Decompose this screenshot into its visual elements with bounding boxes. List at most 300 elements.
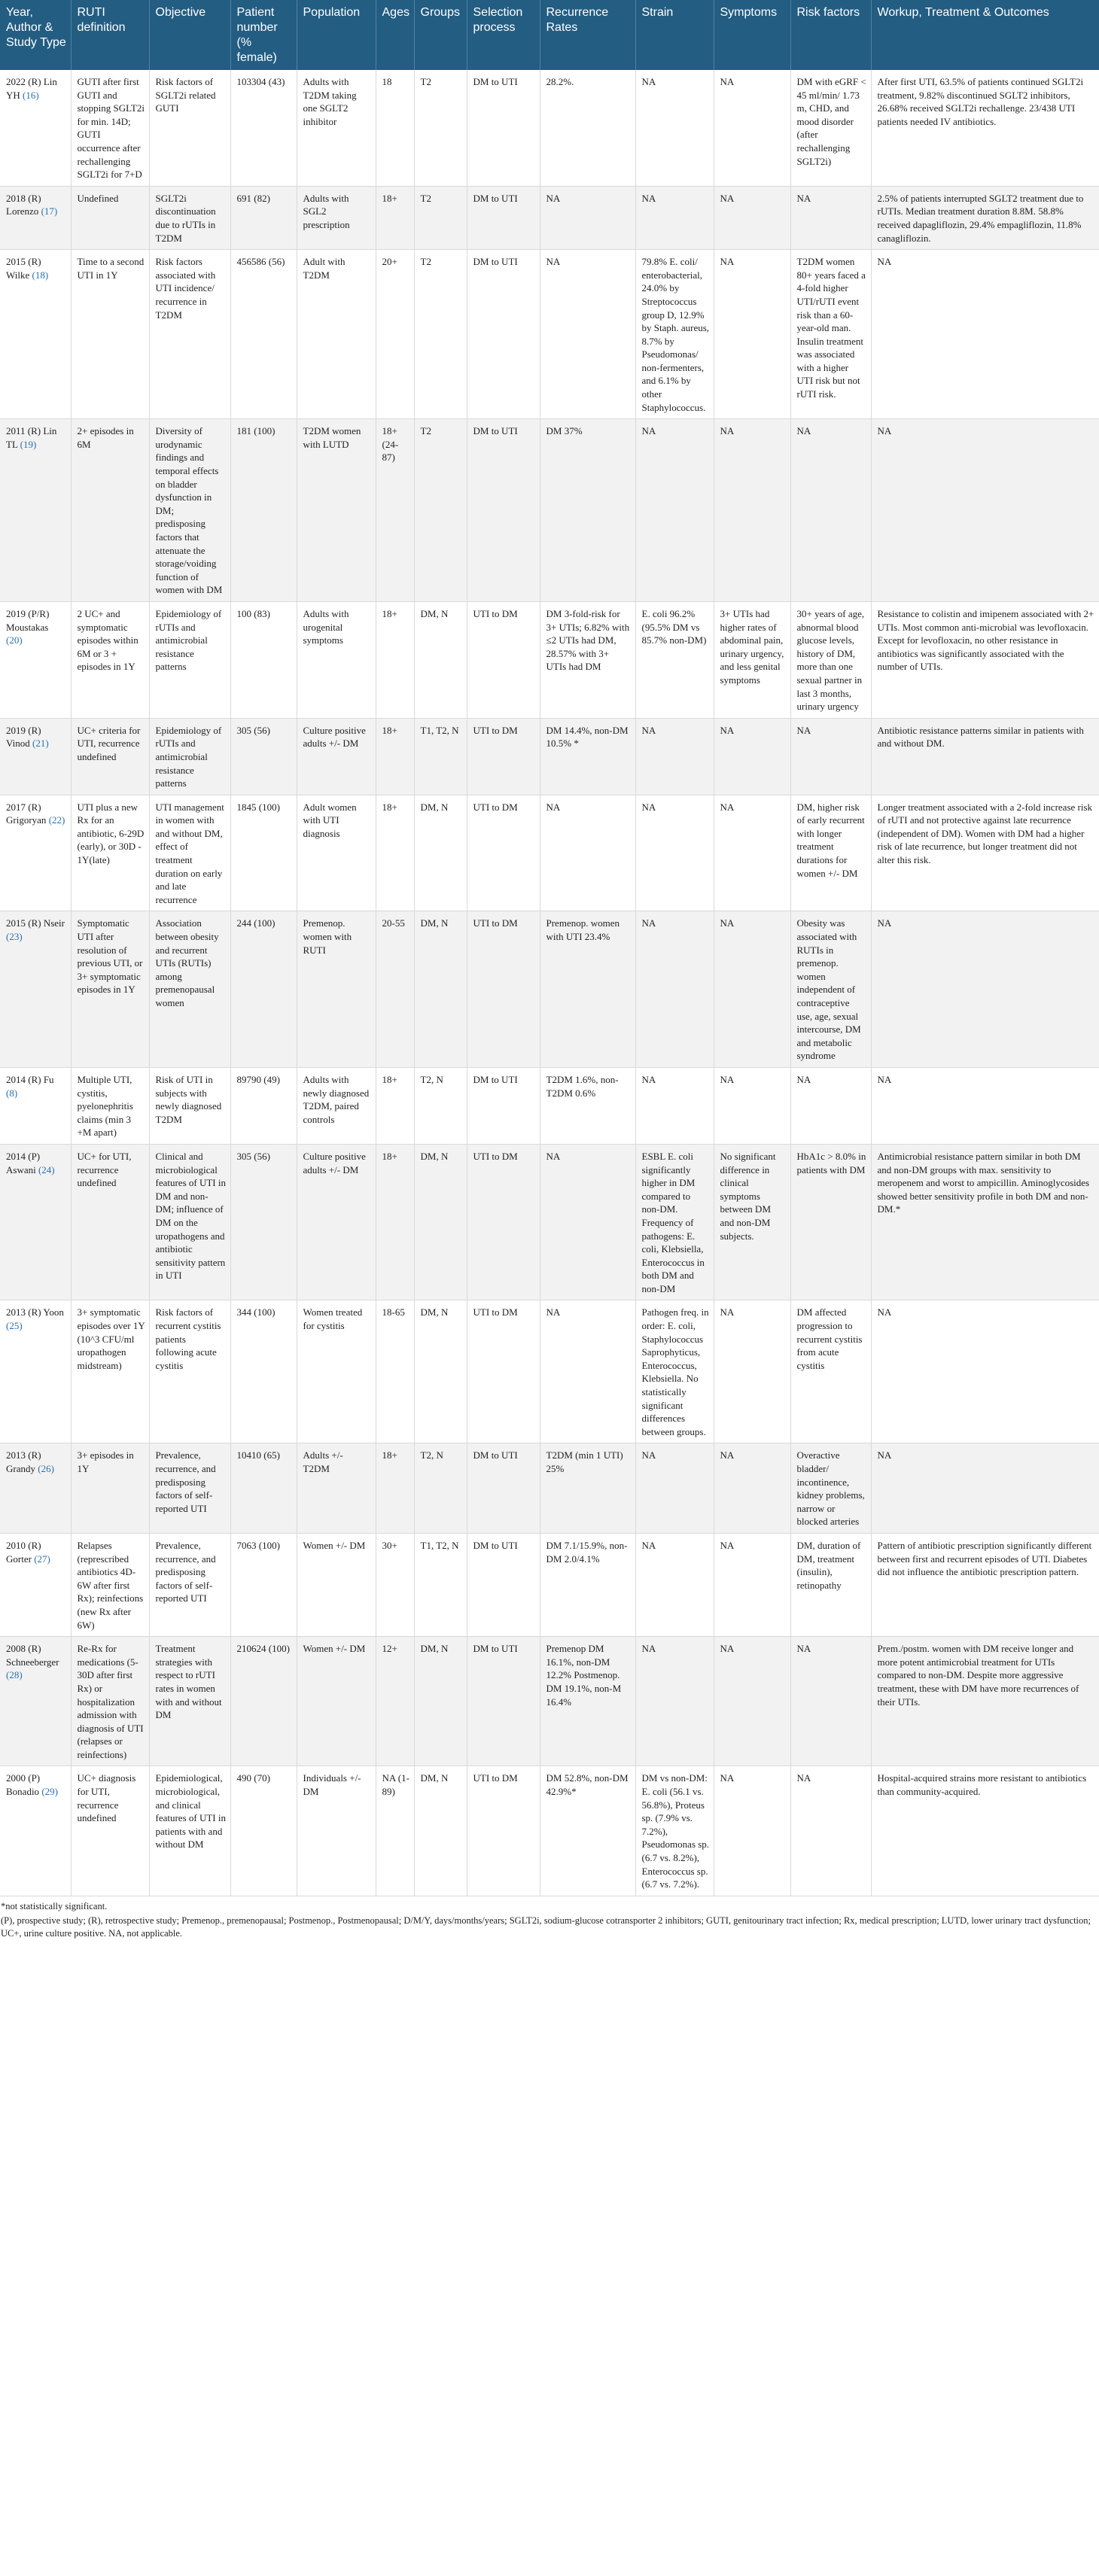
objective-cell [149, 601, 230, 718]
study-cell [0, 1533, 71, 1636]
strain-text: NA [641, 1449, 656, 1461]
ages-cell [376, 1533, 414, 1636]
symptoms-cell [714, 1300, 790, 1443]
ruti-definition-cell [71, 1443, 149, 1534]
recurrence-rates-text: Premenop. women with UTI 23.4% [546, 917, 620, 943]
objective-text: Treatment strategies with respect to rUTI rates in women with and without DM [155, 1643, 222, 1721]
ruti-definition-cell [71, 601, 149, 718]
ages-text: 18+ [382, 1073, 397, 1085]
outcomes-text: NA [877, 425, 892, 437]
ruti-definition-text: Symptomatic UTI after resolution of previous UTI, or 3+ symptomatic episodes in 1Y [77, 917, 143, 996]
recurrence-rates-cell [540, 1443, 635, 1534]
outcomes-cell [871, 1067, 1099, 1144]
groups-cell [414, 186, 467, 249]
strain-cell [635, 1533, 714, 1636]
reference-link[interactable]: (17) [41, 205, 58, 217]
risk-factors-cell [790, 1067, 871, 1144]
outcomes-text: Resistance to colistin and imipenem associated with 2+ UTIs. Most common anti-microbial was levofloxacin. Except for levofloxacin, no other resistance in antibiotics was significantly associated with the number of UTIs. [877, 607, 1094, 673]
ages-text: 18+ [382, 1449, 397, 1461]
patient-number-text: 456586 (56) [236, 256, 285, 268]
symptoms-text: NA [720, 1539, 735, 1551]
reference-link[interactable]: (23) [6, 931, 23, 943]
outcomes-cell [871, 1637, 1099, 1766]
recurrence-rates-cell [540, 1533, 635, 1636]
recurrence-rates-cell [540, 601, 635, 718]
recurrence-rates-text: DM 37% [546, 425, 583, 437]
patient-number-cell [230, 601, 297, 718]
ruti-definition-text: 2 UC+ and symptomatic episodes within 6M or 3 + episodes in 1Y [77, 607, 139, 673]
groups-text: T2, N [420, 1073, 443, 1085]
ruti-definition-cell [71, 1067, 149, 1144]
outcomes-text: Antibiotic resistance patterns similar in patients with and without DM. [877, 724, 1084, 750]
strain-cell [635, 601, 714, 718]
outcomes-text: NA [877, 1306, 892, 1318]
study-text: 2010 (R) Gorter [6, 1539, 41, 1565]
symptoms-text: NA [720, 425, 735, 437]
groups-cell [414, 1067, 467, 1144]
outcomes-cell [871, 1766, 1099, 1896]
risk-factors-text: NA [796, 192, 811, 204]
population-text: Adult with T2DM [303, 256, 346, 281]
selection-process-text: UTI to DM [473, 917, 518, 929]
reference-link[interactable]: (19) [20, 438, 37, 450]
table-row [0, 1144, 1099, 1300]
ages-text: 18+ [382, 192, 397, 204]
strain-text: Pathogen freq. in order: E. coli, Staphylococcus Saprophyticus, Enterococcus, Klebsiella. No statistically significant differences between groups. [641, 1306, 709, 1437]
population-text: T2DM women with LUTD [303, 425, 361, 450]
population-cell [297, 1637, 376, 1766]
ages-cell [376, 186, 414, 249]
reference-link[interactable]: (21) [32, 738, 49, 750]
risk-factors-text: NA [796, 425, 811, 437]
groups-text: DM, N [420, 1306, 449, 1318]
ruti-definition-cell [71, 1300, 149, 1443]
table-row [0, 1637, 1099, 1766]
outcomes-cell [871, 1533, 1099, 1636]
objective-text: Epidemiology of rUTIs and antimicrobial resistance patterns [155, 724, 222, 789]
study-text: 2019 (P/R) Moustakas [6, 607, 50, 633]
patient-number-cell [230, 250, 297, 419]
ruti-definition-text: Time to a second UTI in 1Y [77, 256, 145, 281]
study-text: 2022 (R) Lin YH [6, 76, 57, 101]
patient-number-cell [230, 1533, 297, 1636]
reference-link[interactable]: (22) [48, 814, 65, 826]
recurrence-rates-text: NA [546, 256, 561, 268]
outcomes-text: Hospital-acquired strains more resistant to antibiotics than community-acquired. [877, 1772, 1087, 1798]
groups-cell [414, 911, 467, 1068]
recurrence-rates-text: NA [546, 192, 561, 204]
ruti-definition-text: GUTI after first GUTI and stopping SGLT2i for min. 14D; GUTI occurrence after rechallenging SGLT2i for 7+D [77, 76, 145, 181]
selection-process-cell [467, 1067, 540, 1144]
table-row [0, 601, 1099, 718]
column-header: Groups [414, 0, 467, 70]
recurrence-rates-cell [540, 1766, 635, 1896]
groups-text: DM, N [420, 1643, 449, 1655]
objective-text: Risk factors of SGLT2i related GUTI [155, 76, 216, 114]
recurrence-rates-text: T2DM (min 1 UTI) 25% [546, 1449, 623, 1474]
strain-cell [635, 419, 714, 602]
population-text: Individuals +/-DM [303, 1772, 361, 1798]
risk-factors-cell [790, 601, 871, 718]
ages-cell [376, 1144, 414, 1300]
objective-cell [149, 70, 230, 186]
recurrence-rates-cell [540, 911, 635, 1068]
groups-text: T2 [420, 425, 431, 437]
patient-number-text: 100 (83) [236, 607, 270, 619]
risk-factors-cell [790, 419, 871, 602]
objective-cell [149, 250, 230, 419]
patient-number-text: 691 (82) [236, 192, 270, 204]
patient-number-text: 10410 (65) [236, 1449, 280, 1461]
ages-text: 18-65 [382, 1306, 405, 1318]
patient-number-text: 344 (100) [236, 1306, 276, 1318]
symptoms-cell [714, 911, 790, 1068]
patient-number-text: 181 (100) [236, 425, 276, 437]
study-text: 2019 (R) Vinod [6, 724, 41, 750]
groups-cell [414, 718, 467, 795]
recurrence-rates-text: T2DM 1.6%, non-T2DM 0.6% [546, 1073, 619, 1099]
table-row [0, 1067, 1099, 1144]
selection-process-cell [467, 1443, 540, 1534]
risk-factors-cell [790, 911, 871, 1068]
table-body [0, 70, 1099, 1896]
population-cell [297, 1300, 376, 1443]
objective-text: Prevalence, recurrence, and predisposing factors of self-reported UTI [155, 1449, 216, 1514]
symptoms-text: No significant difference in clinical symptoms between DM and non-DM subjects. [720, 1150, 776, 1242]
table-row [0, 419, 1099, 602]
risk-factors-cell [790, 718, 871, 795]
objective-cell [149, 795, 230, 911]
groups-text: DM, N [420, 1772, 449, 1784]
symptoms-text: NA [720, 76, 735, 87]
ruti-definition-text: UC+ diagnosis for UTI, recurrence undefined [77, 1772, 136, 1824]
groups-text: T2 [420, 76, 431, 87]
symptoms-text: NA [720, 1643, 735, 1655]
symptoms-text: NA [720, 192, 735, 204]
table-row [0, 70, 1099, 186]
column-header: Recurrence Rates [540, 0, 635, 70]
ruti-definition-cell [71, 1766, 149, 1896]
groups-text: DM, N [420, 607, 449, 619]
objective-cell [149, 1533, 230, 1636]
outcomes-cell [871, 1443, 1099, 1534]
risk-factors-text: Obesity was associated with RUTIs in premenop. women independent of contraceptive use, age, sexual intercourse, DM and metabolic syndrome [796, 917, 861, 1062]
selection-process-cell [467, 250, 540, 419]
study-cell [0, 911, 71, 1068]
ages-text: 18+ [382, 724, 397, 736]
strain-cell [635, 1443, 714, 1534]
groups-cell [414, 70, 467, 186]
symptoms-text: 3+ UTIs had higher rates of abdominal pain, urinary urgency, and less genital symptoms [720, 607, 784, 686]
risk-factors-cell [790, 1144, 871, 1300]
selection-process-cell [467, 1637, 540, 1766]
ruti-definition-cell [71, 70, 149, 186]
reference-link[interactable]: (28) [6, 1669, 23, 1681]
selection-process-text: UTI to DM [473, 1306, 518, 1318]
groups-cell [414, 795, 467, 911]
ages-text: 18+ [382, 801, 397, 813]
selection-process-text: DM to UTI [473, 1449, 518, 1461]
outcomes-cell [871, 718, 1099, 795]
ages-cell [376, 1637, 414, 1766]
objective-cell [149, 1637, 230, 1766]
table-header-row [0, 0, 1099, 70]
risk-factors-cell [790, 1443, 871, 1534]
symptoms-text: NA [720, 917, 735, 929]
risk-factors-cell [790, 795, 871, 911]
table-row [0, 1533, 1099, 1636]
recurrence-rates-text: DM 52.8%, non-DM 42.9%* [546, 1772, 629, 1798]
ruti-definition-cell [71, 718, 149, 795]
population-cell [297, 718, 376, 795]
study-cell [0, 795, 71, 911]
ruti-definition-text: Re-Rx for medications (5-30D after first Rx) or hospitalization admission with diagnosis of UTI (relapses or reinfections) [77, 1643, 144, 1760]
symptoms-text: NA [720, 724, 735, 736]
risk-factors-cell [790, 70, 871, 186]
groups-text: DM, N [420, 917, 449, 929]
population-cell [297, 250, 376, 419]
column-header: Population [297, 0, 376, 70]
strain-cell [635, 1144, 714, 1300]
ages-text: NA (1-89) [382, 1772, 409, 1798]
ages-text: 12+ [382, 1643, 397, 1655]
patient-number-cell [230, 1067, 297, 1144]
table-row [0, 795, 1099, 911]
patient-number-text: 305 (56) [236, 724, 270, 736]
reference-link[interactable]: (24) [38, 1163, 55, 1175]
patient-number-text: 7063 (100) [236, 1539, 280, 1551]
recurrence-rates-text: DM 3-fold-risk for 3+ UTIs; 6.82% with ≤2 UTIs had DM, 28.57% with 3+ UTIs had DM [546, 607, 630, 673]
groups-text: DM, N [420, 1150, 449, 1162]
risk-factors-text: 30+ years of age, abnormal blood glucose levels, history of DM, more than one sexual partner in last 3 months, urinary urgency [796, 607, 865, 713]
population-cell [297, 795, 376, 911]
strain-text: NA [641, 76, 656, 87]
ruti-definition-text: 3+ episodes in 1Y [77, 1449, 134, 1474]
selection-process-text: UTI to DM [473, 607, 518, 619]
objective-cell [149, 1067, 230, 1144]
population-text: Adults with T2DM taking one SGLT2 inhibitor [303, 76, 357, 127]
symptoms-cell [714, 1443, 790, 1534]
strain-text: NA [641, 1643, 656, 1655]
recurrence-rates-text: NA [546, 1306, 561, 1318]
objective-text: Prevalence, recurrence, and predisposing factors of self-reported UTI [155, 1539, 216, 1604]
reference-link[interactable]: (16) [23, 89, 39, 101]
population-text: Culture positive adults +/- DM [303, 1150, 366, 1175]
strain-text: DM vs non-DM: E. coli (56.1 vs. 56.8%), Proteus sp. (7.9% vs. 7.2%), Pseudomonas sp. (6.7 vs. 8.2%), Enterococcus sp. (6.7 vs. 7.2%). [641, 1772, 710, 1890]
symptoms-cell [714, 795, 790, 911]
objective-text: Epidemiological, microbiological, and clinical features of UTI in patients with and without DM [155, 1772, 226, 1851]
table-row [0, 1443, 1099, 1534]
symptoms-text: NA [720, 256, 735, 268]
risk-factors-text: DM with eGRF < 45 ml/min/ 1.73 m, CHD, and mood disorder (after rechallenging SGLT2i) [796, 76, 866, 167]
selection-process-cell [467, 419, 540, 602]
selection-process-text: DM to UTI [473, 1539, 518, 1551]
strain-cell [635, 718, 714, 795]
strain-cell [635, 911, 714, 1068]
strain-text: NA [641, 425, 656, 437]
strain-cell [635, 1300, 714, 1443]
selection-process-text: UTI to DM [473, 801, 518, 813]
ages-text: 20+ [382, 256, 397, 268]
population-cell [297, 70, 376, 186]
groups-text: T2 [420, 256, 431, 268]
selection-process-cell [467, 795, 540, 911]
ages-cell [376, 250, 414, 419]
study-text: 2008 (R) Schneeberger [6, 1643, 59, 1668]
study-text: 2014 (R) Fu [6, 1073, 54, 1085]
study-cell [0, 1637, 71, 1766]
strain-text: NA [641, 917, 656, 929]
ages-cell [376, 419, 414, 602]
patient-number-cell [230, 1766, 297, 1896]
selection-process-cell [467, 911, 540, 1068]
reference-link[interactable]: (8) [6, 1087, 18, 1099]
ages-text: 18+ (24-87) [382, 425, 399, 464]
symptoms-cell [714, 186, 790, 249]
outcomes-text: Pattern of antibiotic prescription significantly different between first and recurrent episodes of UTI. Diabetes did not influence the antibiotic prescription pattern. [877, 1539, 1092, 1578]
ages-text: 20-55 [382, 917, 405, 929]
selection-process-text: DM to UTI [473, 425, 518, 437]
groups-text: T2 [420, 192, 431, 204]
objective-cell [149, 1443, 230, 1534]
patient-number-text: 210624 (100) [236, 1643, 290, 1655]
groups-cell [414, 1637, 467, 1766]
study-text: 2013 (R) Yoon [6, 1306, 64, 1318]
table-row [0, 250, 1099, 419]
population-text: Adult women with UTI diagnosis [303, 801, 357, 839]
selection-process-cell [467, 1300, 540, 1443]
study-text: 2018 (R) Lorenzo [6, 192, 41, 217]
ages-text: 18 [382, 76, 392, 87]
ruti-definition-text: 3+ symptomatic episodes over 1Y (10^3 CFU/ml uropathogen midstream) [77, 1306, 145, 1371]
ruti-definition-text: Undefined [77, 192, 119, 204]
groups-cell [414, 1300, 467, 1443]
population-text: Women treated for cystitis [303, 1306, 363, 1332]
objective-cell [149, 186, 230, 249]
column-header: Patient number (% female) [230, 0, 297, 70]
outcomes-cell [871, 911, 1099, 1068]
strain-text: NA [641, 724, 656, 736]
reference-link[interactable]: (18) [32, 269, 49, 281]
column-header: Risk factors [790, 0, 871, 70]
column-header: RUTI definition [71, 0, 149, 70]
study-cell [0, 186, 71, 249]
strain-cell [635, 1067, 714, 1144]
footnotes [0, 1896, 1099, 1940]
risk-factors-cell [790, 1533, 871, 1636]
ruti-definition-text: 2+ episodes in 6M [77, 425, 134, 450]
population-text: Premenop. women with RUTI [303, 917, 352, 956]
symptoms-cell [714, 1067, 790, 1144]
patient-number-cell [230, 911, 297, 1068]
study-cell [0, 601, 71, 718]
selection-process-text: UTI to DM [473, 724, 518, 736]
outcomes-text: NA [877, 1449, 892, 1461]
objective-cell [149, 911, 230, 1068]
objective-text: Risk of UTI in subjects with newly diagnosed T2DM [155, 1073, 222, 1125]
ages-cell [376, 601, 414, 718]
groups-cell [414, 250, 467, 419]
objective-cell [149, 1300, 230, 1443]
groups-cell [414, 601, 467, 718]
recurrence-rates-cell [540, 70, 635, 186]
selection-process-text: DM to UTI [473, 1073, 518, 1085]
study-cell [0, 718, 71, 795]
risk-factors-text: DM affected progression to recurrent cystitis from acute cystitis [796, 1306, 863, 1371]
ages-cell [376, 718, 414, 795]
strain-cell [635, 186, 714, 249]
groups-text: T1, T2, N [420, 1539, 459, 1551]
ages-cell [376, 1067, 414, 1144]
ruti-definition-text: Relapses (represcribed antibiotics 4D-6W after first Rx); reinfections (new Rx after 6W) [77, 1539, 144, 1631]
ages-cell [376, 70, 414, 186]
strain-cell [635, 1766, 714, 1896]
risk-factors-cell [790, 250, 871, 419]
reference-link[interactable]: (26) [38, 1463, 54, 1474]
strain-cell [635, 795, 714, 911]
recurrence-rates-cell [540, 1067, 635, 1144]
patient-number-cell [230, 186, 297, 249]
patient-number-cell [230, 70, 297, 186]
ruti-definition-cell [71, 911, 149, 1068]
study-cell [0, 70, 71, 186]
table-row [0, 1300, 1099, 1443]
recurrence-rates-cell [540, 795, 635, 911]
column-header: Selection process [467, 0, 540, 70]
objective-cell [149, 1766, 230, 1896]
risk-factors-text: T2DM women 80+ years faced a 4-fold higher UTI/rUTI event risk than a 60-year-old man. Insulin treatment was associated with a higher UTI risk but not rUTI risk. [796, 256, 866, 400]
symptoms-text: NA [720, 1449, 735, 1461]
recurrence-rates-text: NA [546, 1150, 561, 1162]
reference-link[interactable]: (27) [34, 1553, 50, 1565]
population-text: Women +/- DM [303, 1643, 366, 1655]
population-text: Women +/- DM [303, 1539, 366, 1551]
groups-text: DM, N [420, 801, 449, 813]
study-text: 2015 (R) Nseir [6, 917, 65, 929]
risk-factors-text: NA [796, 1643, 811, 1655]
reference-link[interactable]: (25) [6, 1320, 23, 1332]
reference-link[interactable]: (29) [41, 1786, 58, 1798]
column-header: Strain [635, 0, 714, 70]
recurrence-rates-text: NA [546, 801, 561, 813]
strain-cell [635, 1637, 714, 1766]
selection-process-text: DM to UTI [473, 1643, 518, 1655]
ruti-definition-cell [71, 1144, 149, 1300]
population-cell [297, 1766, 376, 1896]
outcomes-text: After first UTI, 63.5% of patients continued SGLT2i treatment, 9.82% discontinued SGLT2 inhibitors, 26.68% received SGLT2i rechallenge. 23/438 UTI patients needed IV antibiotics. [877, 76, 1084, 127]
outcomes-cell [871, 795, 1099, 911]
strain-text: 79.8% E. coli/ enterobacterial, 24.0% by Streptococcus group D, 12.9% by Staph. aureus, 8.7% by Pseudomonas/ non-fermenters, and 6.1% by other Staphylococcus. [641, 256, 710, 413]
symptoms-text: NA [720, 1073, 735, 1085]
recurrence-rates-cell [540, 1637, 635, 1766]
reference-link[interactable]: (20) [6, 634, 23, 646]
recurrence-rates-text: 28.2%. [546, 76, 574, 87]
ruti-definition-text: UTI plus a new Rx for an antibiotic, 6-29D (early), or 30D - 1Y(late) [77, 801, 145, 866]
patient-number-cell [230, 718, 297, 795]
ages-cell [376, 1766, 414, 1896]
patient-number-cell [230, 1300, 297, 1443]
strain-text: ESBL E. coli significantly higher in DM compared to non-DM. Frequency of pathogens: E. coli, Klebsiella, Enterococcus in both DM and non-DM [641, 1150, 705, 1294]
table-row [0, 1766, 1099, 1896]
table-row [0, 911, 1099, 1068]
strain-text: NA [641, 1539, 656, 1551]
outcomes-text: NA [877, 917, 892, 929]
ages-cell [376, 795, 414, 911]
outcomes-cell [871, 70, 1099, 186]
objective-text: UTI management in women with and without DM, effect of treatment duration on early and late recurrence [155, 801, 224, 905]
groups-cell [414, 419, 467, 602]
strain-text: E. coli 96.2% (95.5% DM vs 85.7% non-DM) [641, 607, 707, 646]
